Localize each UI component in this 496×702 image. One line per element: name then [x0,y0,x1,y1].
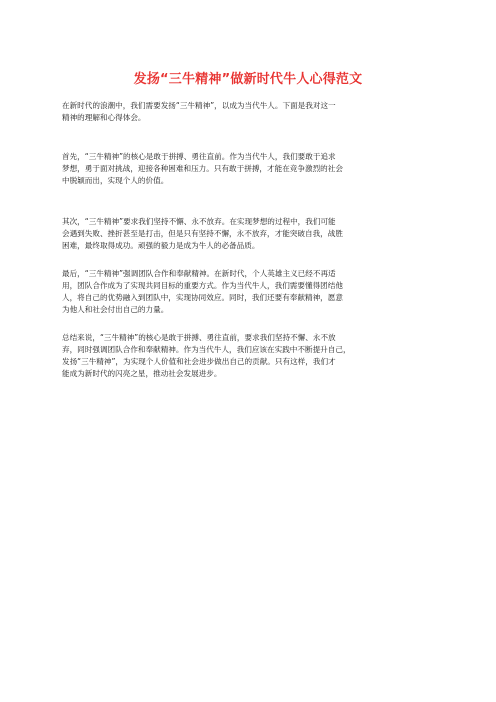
paragraph-line: 首先，“三牛精神”的核心是敢于拼搏、勇往直前。作为当代牛人，我们要敢于追求 [62,152,336,161]
paragraph-intro [62,100,437,124]
paragraph-second [62,216,437,252]
document-title: 发扬“三牛精神”做新时代牛人心得范文 [133,72,363,87]
paragraph-line: 能成为新时代的闪亮之星，推动社会发展进步。 [62,369,222,378]
paragraph-line: 梦想，勇于面对挑战，迎接各种困难和压力。只有敢于拼搏，才能在竞争激烈的社会 [62,164,343,173]
paragraph-line: 其次，“三牛精神”要求我们坚持不懈、永不放弃。在实现梦想的过程中，我们可能 [62,217,336,226]
paragraph-line: 会遇到失败、挫折甚至是打击，但是只有坚持不懈，永不放弃，才能突破自我，战胜 [62,229,343,238]
paragraph-line: 最后，“三牛精神”强调团队合作和奉献精神。在新时代，个人英雄主义已经不再适 [62,269,336,278]
paragraph-line: 困难，最终取得成功。顽强的毅力是成为牛人的必备品质。 [62,241,260,250]
paragraph-line: 为他人和社会付出自己的力量。 [62,305,169,314]
paragraph-line: 精神的理解和心得体会。 [62,113,146,122]
paragraph-first [62,151,437,187]
paragraph-line: 弃，同时强调团队合作和奉献精神。作为当代牛人，我们应该在实践中不断提升自己， [62,345,351,354]
paragraph-line: 用，团队合作成为了实现共同目标的重要方式。作为当代牛人，我们需要懂得团结他 [62,281,343,290]
paragraph-third [62,268,437,316]
paragraph-line: 总结来说，“三牛精神”的核心是敢于拼搏、勇往直前，要求我们坚持不懈、永不放 [62,333,336,342]
paragraph-line: 人，将自己的优势融入到团队中，实现协同效应。同时，我们还要有奉献精神，愿意 [62,293,343,302]
paragraph-line: 在新时代的浪潮中，我们需要发扬“三牛精神”，以成为当代牛人。下面是我对这一 [62,101,336,110]
paragraph-line: 中脱颖而出，实现个人的价值。 [62,176,169,185]
paragraph-conclusion [62,332,437,380]
paragraph-line: 发扬“三牛精神”，为实现个人价值和社会进步做出自己的贡献。只有这样，我们才 [62,357,336,366]
